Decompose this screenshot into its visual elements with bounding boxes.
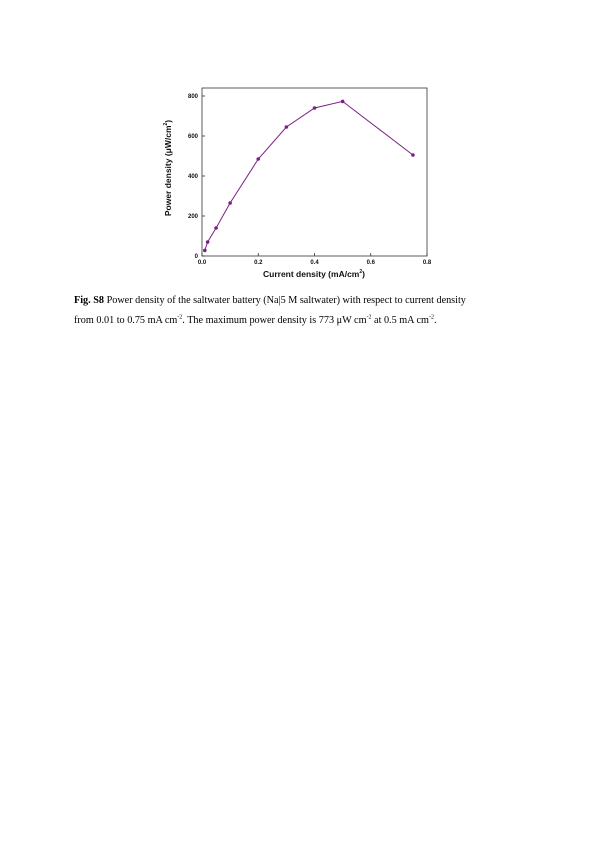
power-density-chart (150, 80, 450, 285)
x-tick-label: 0.6 (366, 260, 375, 266)
caption-line-2c: at 0.5 mA cm (371, 315, 429, 326)
caption-line-2d: . (433, 315, 437, 326)
figure-label: Fig. S8 (74, 295, 105, 306)
data-point (313, 106, 317, 110)
caption-exponent-3: -2 (428, 314, 434, 321)
y-tick-label: 200 (187, 214, 198, 220)
caption-line-1: Power density of the saltwater battery (Na|5 M saltwater) with respect to current density (106, 295, 466, 306)
plot-area-frame (202, 88, 427, 256)
caption-line-2a: from 0.01 to 0.75 mA cm (74, 315, 178, 326)
data-point (228, 201, 232, 205)
data-point (256, 157, 260, 161)
y-tick-label: 0 (194, 254, 198, 260)
x-tick-label: 0.0 (197, 260, 207, 266)
data-point (341, 100, 345, 104)
data-point (411, 153, 415, 157)
caption-exponent-1: -2 (177, 314, 183, 321)
x-axis-title: Current density $(mA/cm^2)$ (263, 269, 365, 279)
caption-line-2b: . The maximum power density is 773 μW cm (182, 315, 367, 326)
data-point (285, 125, 289, 129)
y-axis-title: Power density $(\mu W/cm^2)$ (163, 119, 173, 217)
figure-caption (74, 291, 534, 331)
data-point (203, 249, 207, 253)
y-tick-label: 800 (187, 94, 198, 100)
x-tick-label: 0.8 (422, 260, 432, 266)
data-point (206, 240, 210, 244)
y-tick-label: 400 (187, 174, 198, 180)
caption-exponent-2: -2 (366, 314, 372, 321)
series-line (205, 101, 413, 250)
data-point (214, 226, 218, 230)
y-tick-label: 600 (187, 134, 198, 140)
x-tick-label: 0.4 (310, 260, 319, 266)
x-tick-label: 0.2 (254, 260, 263, 266)
